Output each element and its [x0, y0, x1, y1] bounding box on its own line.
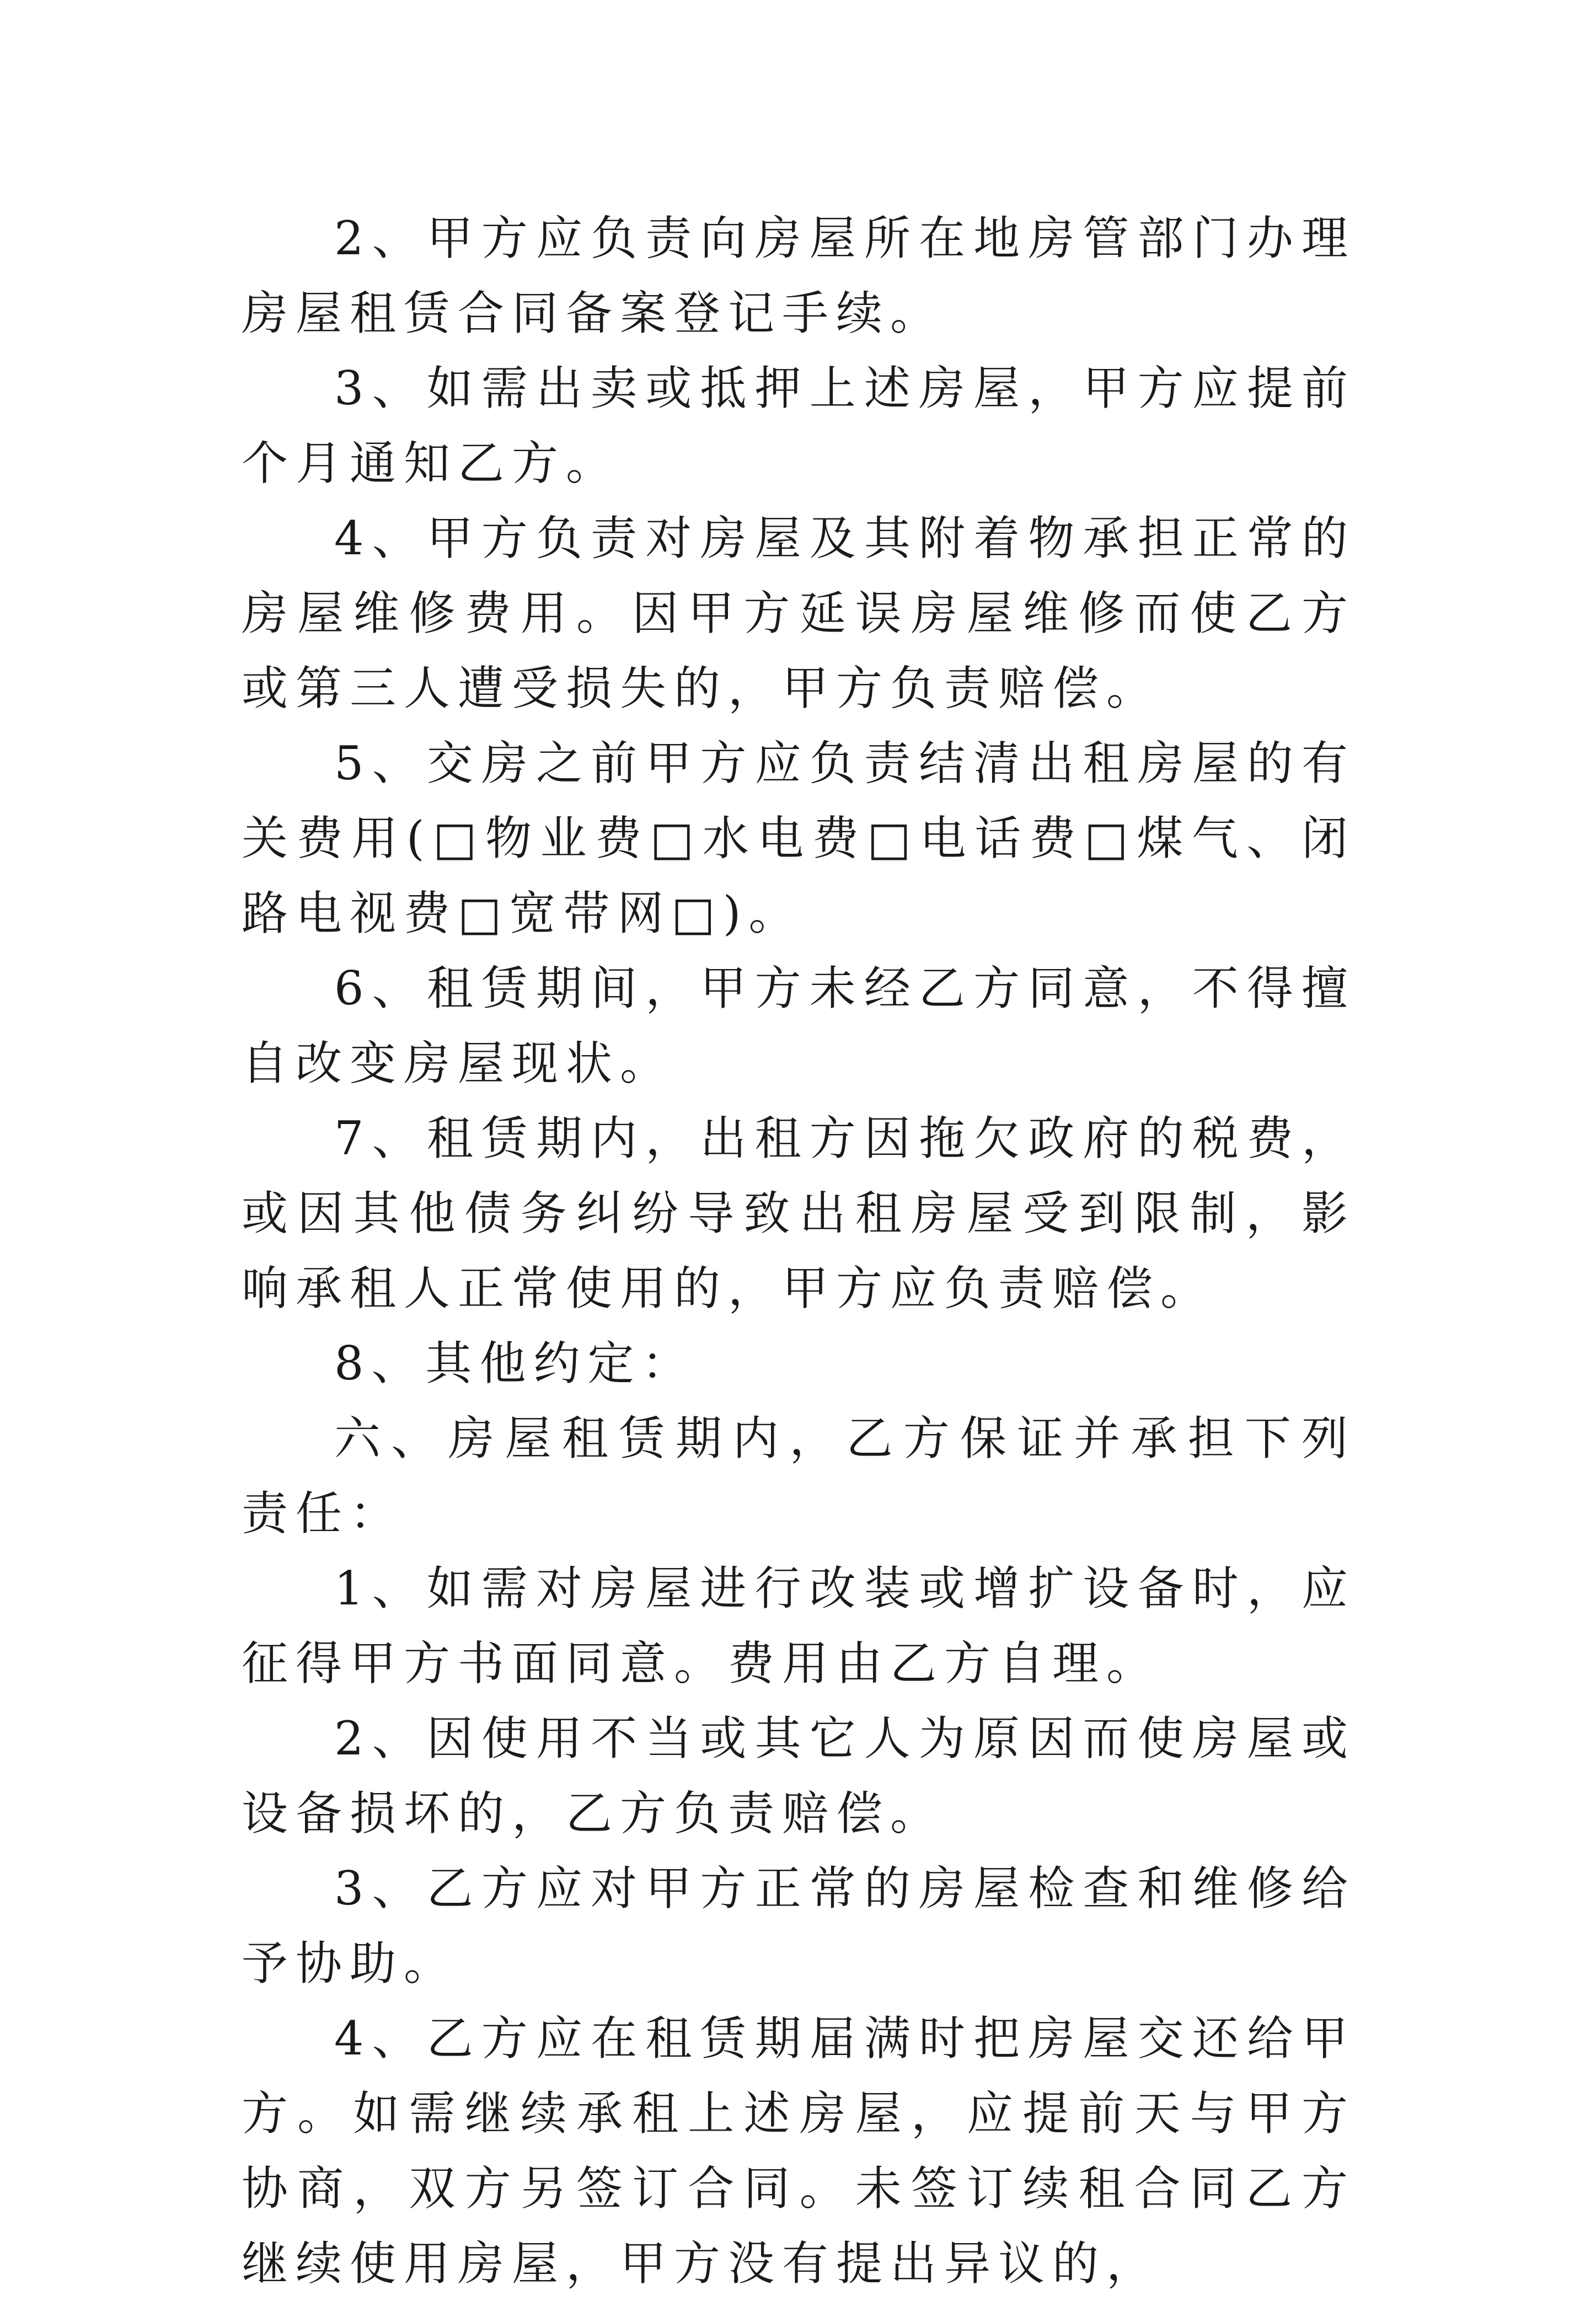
paragraph-lessor-duty-7: 7、租赁期内，出租方因拖欠政府的税费，或因其他债务纠纷导致出租房屋受到限制，影响承租人正常使用的，甲方应负责赔偿。	[242, 1111, 1356, 1315]
document-page	[242, 201, 1356, 2301]
paragraph-lessor-duty-4: 4、甲方负责对房屋及其附着物承担正常的房屋维修费用。因甲方延误房屋维修而使乙方或第三人遭受损失的，甲方负责赔偿。	[242, 511, 1356, 715]
paragraph-lessor-duty-2: 2、甲方应负责向房屋所在地房管部门办理房屋租赁合同备案登记手续。	[242, 211, 1356, 340]
paragraph-lessor-duty-5: 5、交房之前甲方应负责结清出租房屋的有关费用(□物业费□水电费□电话费□煤气、闭路电视费□宽带网□)。	[242, 736, 1356, 940]
paragraph-lessee-duty-4: 4、乙方应在租赁期届满时把房屋交还给甲方。如需继续承租上述房屋，应提前天与甲方协商，双方另签订合同。未签订续租合同乙方继续使用房屋，甲方没有提出异议的，	[242, 2011, 1356, 2291]
paragraph-lessor-duty-3: 3、如需出卖或抵押上述房屋，甲方应提前个月通知乙方。	[242, 361, 1356, 490]
paragraph-lessor-duty-6: 6、租赁期间，甲方未经乙方同意，不得擅自改变房屋现状。	[242, 961, 1356, 1090]
paragraph-lessee-duty-1: 1、如需对房屋进行改装或增扩设备时，应征得甲方书面同意。费用由乙方自理。	[242, 1561, 1356, 1690]
section-heading-lessee-duties: 六、房屋租赁期内，乙方保证并承担下列责任：	[242, 1411, 1356, 1540]
paragraph-lessee-duty-2: 2、因使用不当或其它人为原因而使房屋或设备损坏的，乙方负责赔偿。	[242, 1711, 1356, 1840]
paragraph-lessee-duty-3: 3、乙方应对甲方正常的房屋检查和维修给予协助。	[242, 1861, 1356, 1990]
paragraph-lessor-duty-8: 8、其他约定：	[334, 1336, 696, 1390]
